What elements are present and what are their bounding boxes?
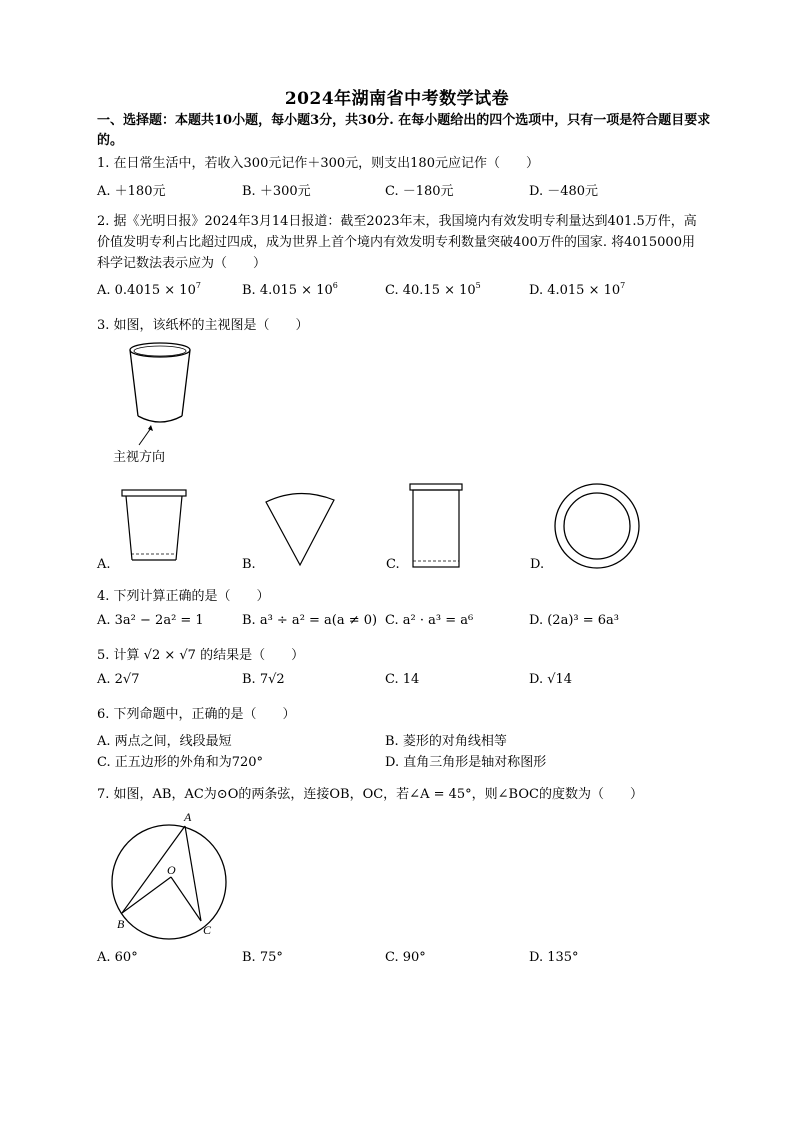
point-a-label: A — [184, 810, 192, 824]
q7-option-c: C. 90° — [385, 950, 426, 965]
q3-option-b-figure — [262, 488, 342, 568]
question-3-stem: 3. 如图，该纸杯的主视图是（ ） — [97, 318, 309, 333]
question-1-stem: 1. 在日常生活中，若收入300元记作＋300元，则支出180元应记作（ ） — [97, 156, 539, 171]
view-direction-label: 主视方向 — [113, 450, 166, 465]
q2-option-c: C. $40.15 \times 10^5$ — [385, 281, 481, 298]
q1-option-b: B. ＋300元 — [242, 184, 311, 199]
q2-option-a: A. $0.4015 \times 10^7$ — [97, 281, 201, 298]
q6-option-c: C. 正五边形的外角和为720° — [97, 755, 264, 770]
question-2-stem: 2. 据《光明日报》2024年3月14日报道：截至2023年末，我国境内有效发明专利量达到401.5万件，高价值发明专利占比超过四成，成为世界上首个境内有效发明专利数量突破400万件的国家. 将4015000用科学记数法表示应为（ ） — [97, 214, 697, 271]
point-b-label: B — [117, 917, 125, 931]
q3-option-d: D. — [530, 557, 545, 572]
question-5-stem: 5. 计算 √2 × √7 的结果是（ ） — [97, 648, 305, 663]
q2-option-b: B. $4.015 \times 10^6$ — [242, 281, 338, 298]
q7-option-a: A. 60° — [97, 950, 138, 965]
q3-option-c: C. — [386, 557, 400, 572]
question-4-stem: 4. 下列计算正确的是（ ） — [97, 589, 270, 604]
page-title: 2024年湖南省中考数学试卷 — [284, 89, 510, 109]
q4-option-d: D. (2a)³ = 6a³ — [529, 613, 619, 628]
question-2-options — [97, 283, 697, 303]
q3-option-c-figure — [408, 482, 468, 572]
question-7-stem: 7. 如图，AB，AC为⊙O的两条弦，连接OB，OC，若∠A = 45°，则∠BOC的度数为（ ） — [97, 787, 643, 802]
question-6-stem: 6. 下列命题中，正确的是（ ） — [97, 707, 296, 722]
q6-option-a: A. 两点之间，线段最短 — [97, 734, 232, 749]
question-7-options — [97, 950, 697, 970]
q2-option-d: D. $4.015 \times 10^7$ — [529, 281, 626, 298]
q4-option-a: A. 3a² − 2a² = 1 — [97, 613, 204, 628]
circle-geometry-figure — [105, 805, 240, 940]
point-o-label: O — [167, 863, 176, 877]
q1-option-a: A. ＋180元 — [97, 184, 166, 199]
q5-option-b: B. 7√2 — [242, 672, 285, 687]
q3-option-a-figure — [120, 488, 190, 568]
q6-option-b: B. 菱形的对角线相等 — [385, 734, 507, 749]
q1-option-d: D. －480元 — [529, 184, 599, 199]
q5-option-d: D. √14 — [529, 672, 573, 687]
question-5-options — [97, 672, 697, 692]
q3-option-b: B. — [242, 557, 256, 572]
question-4-options — [97, 613, 697, 633]
q7-option-d: D. 135° — [529, 950, 579, 965]
q4-option-b: B. a³ ÷ a² = a(a ≠ 0) — [242, 613, 378, 628]
q3-option-d-figure — [552, 481, 642, 571]
q4-option-c: C. a² · a³ = a⁶ — [385, 613, 474, 628]
q3-option-a: A. — [97, 557, 111, 572]
question-1-options — [97, 180, 697, 200]
q5-option-a: A. 2√7 — [97, 672, 140, 687]
q7-option-b: B. 75° — [242, 950, 283, 965]
q5-option-c: C. 14 — [385, 672, 420, 687]
q1-option-c: C. －180元 — [385, 184, 454, 199]
point-c-label: C — [203, 923, 212, 937]
question-6-options — [97, 730, 697, 770]
q6-option-d: D. 直角三角形是轴对称图形 — [385, 755, 547, 770]
paper-cup-figure — [120, 338, 200, 433]
section-heading: 一、选择题：本题共10小题，每小题3分，共30分. 在每小题给出的四个选项中，只有一项是符合题目要求的。 — [97, 113, 711, 148]
